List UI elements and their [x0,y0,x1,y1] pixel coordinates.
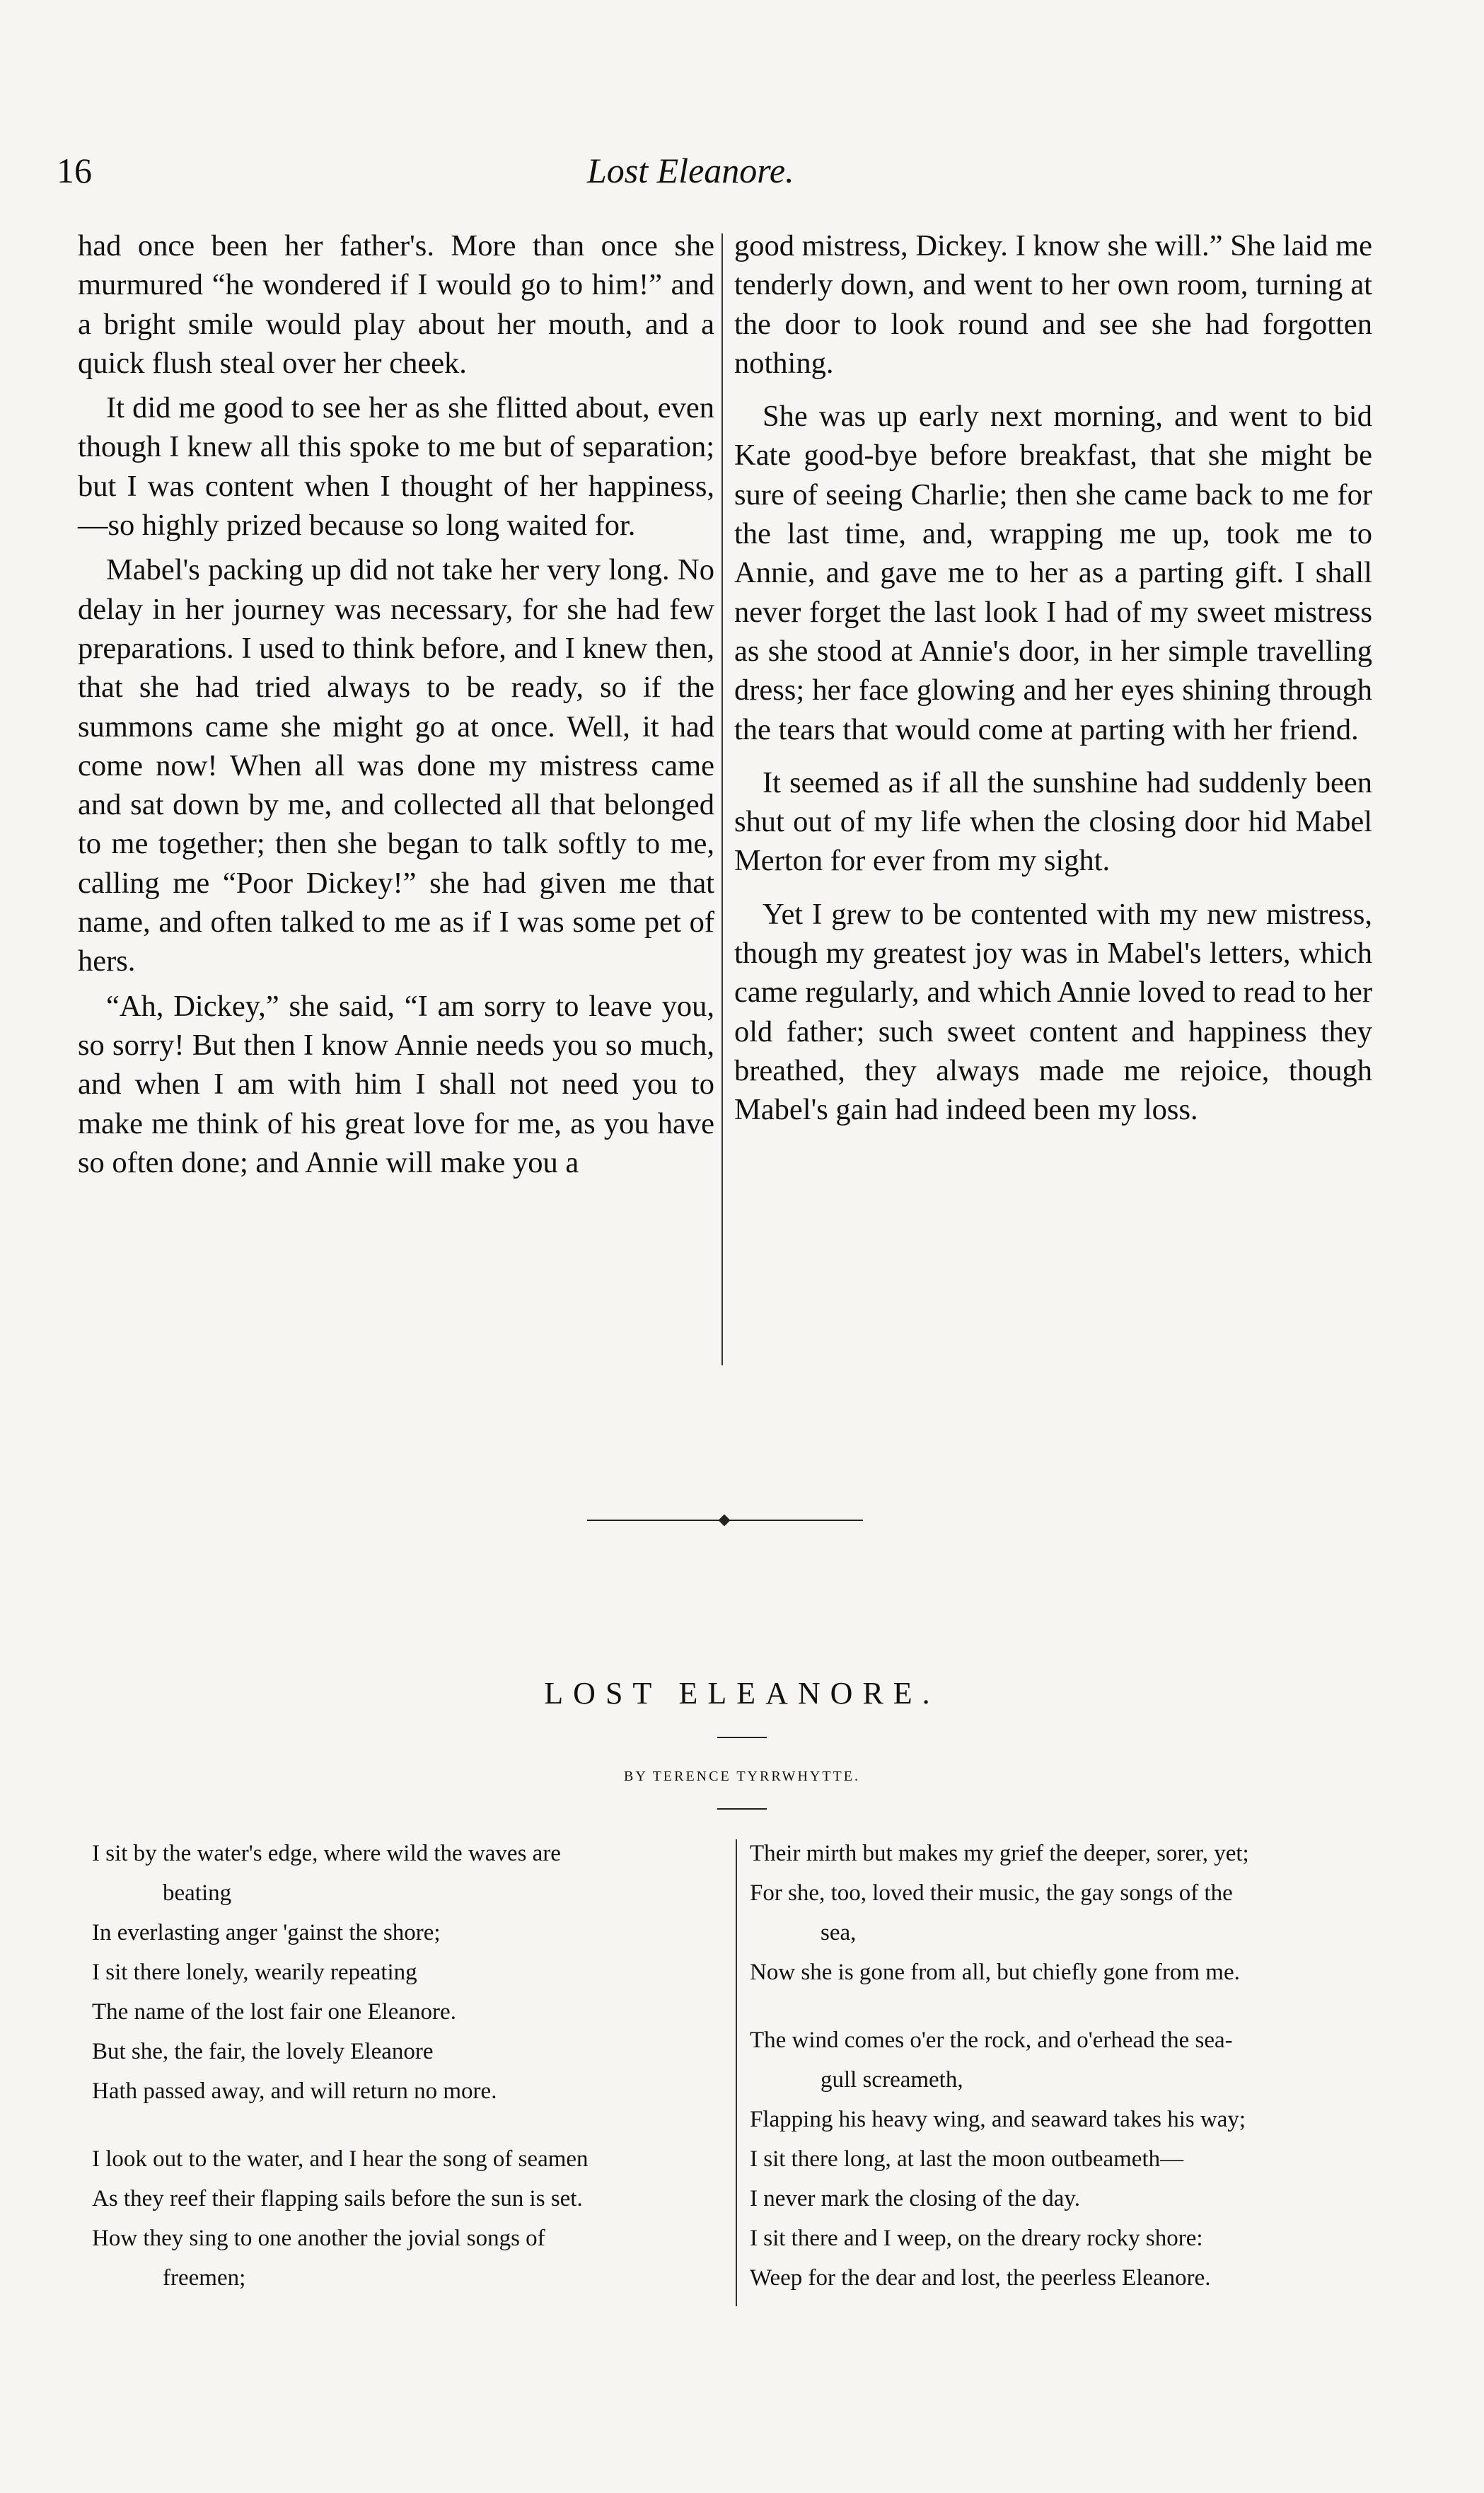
byline-rule [717,1808,767,1810]
left-text-column [78,226,714,1182]
poem-line: The wind comes o'er the rock, and o'erhead the sea- [750,2028,1233,2053]
poem-line: I sit there long, at last the moon outbeameth— [750,2146,1184,2172]
poem-column-divider [736,1839,737,2306]
poem-line: The name of the lost fair one Eleanore. [92,1999,456,2025]
diamond-icon [719,1515,731,1527]
poem-line: In everlasting anger 'gainst the shore; [92,1920,441,1945]
poem-line: As they reef their flapping sails before the sun is set. [92,2186,583,2211]
paragraph: It did me good to see her as she flitted about, even though I knew all this spoke to me but of separation; but I was content when I thought of her happiness,—so highly prized because so long waited for. [78,391,714,543]
poem-line: sea, [821,1920,857,1945]
poem-line: How they sing to one another the jovial songs of [92,2226,545,2251]
poem-line: Weep for the dear and lost, the peerless Eleanore. [750,2265,1211,2291]
poem-line: Now she is gone from all, but chiefly gone from me. [750,1960,1240,1985]
poem-line: freemen; [163,2265,246,2291]
column-divider [721,233,723,1365]
paragraph: had once been her father's. More than once she murmured “he wondered if I would go to him!” and a bright smile would play about her mouth, and a quick flush steal over her cheek. [78,229,714,380]
poem-line: I sit there lonely, wearily repeating [92,1960,417,1985]
right-text-column [734,226,1372,1130]
paragraph: She was up early next morning, and went to bid Kate good-bye before breakfast, that she might be sure of seeing Charlie; then she came back to me for the last time, and, wrapping me up, took me to Annie, and gave me to her as a parting gift. I shall never forget the last look I had of my sweet mistress as she stood at Annie's door, in her simple travelling dress; her face glowing and her eyes shining through the tears that would come at parting with her friend. [734,400,1372,746]
paragraph: Yet I grew to be contented with my new mistress, though my greatest joy was in Mabel's letters, which came regularly, and which Annie loved to read to her old father; such sweet content and happiness they breathed, they always made me rejoice, though Mabel's gain had indeed been my loss. [734,897,1372,1127]
paragraph: It seemed as if all the sunshine had suddenly been shut out of my life when the closing door hid Mabel Merton for ever from my sight. [734,765,1372,878]
poem-line: Flapping his heavy wing, and seaward takes his way; [750,2107,1246,2132]
poem-line: But she, the fair, the lovely Eleanore [92,2039,434,2064]
section-ornament [587,1517,863,1523]
poem-line: For she, too, loved their music, the gay songs of the [750,1880,1233,1906]
poem-byline: BY TERENCE TYRRWHYTTE. [624,1769,860,1784]
poem-title: LOST ELEANORE. [544,1676,940,1711]
paragraph: “Ah, Dickey,” she said, “I am sorry to leave you, so sorry! But then I know Annie needs you so much, and when I am with him I shall not need you to make me think of his great love for me, as you have so often done; and Annie will make you a [78,989,714,1179]
title-rule [717,1737,767,1738]
poem-line: I sit there and I weep, on the dreary rocky shore: [750,2226,1203,2251]
poem-right-column [750,1834,1386,2298]
poem-left-column [92,1834,729,2298]
poem-line: I look out to the water, and I hear the song of seamen [92,2146,589,2172]
page-number: 16 [57,151,92,190]
page-header [0,150,1484,207]
poem-line: beating [163,1880,232,1906]
paragraph: good mistress, Dickey. I know she will.” She laid me tenderly down, and went to her own room, turning at the door to look round and see she had forgotten nothing. [734,229,1372,380]
poem-line: Hath passed away, and will return no more. [92,2078,497,2104]
running-title: Lost Eleanore. [587,151,794,190]
paragraph: Mabel's packing up did not take her very long. No delay in her journey was necessary, for she had few preparations. I used to think before, and I knew then, that she had tried always to be ready, so if the summons came she might go at once. Well, it had come now! When all was done my mistress came and sat down by me, and collected all that belonged to me together; then she began to talk softly to me, calling me “Poor Dickey!” she had given me that name, and often talked to me as if I was some pet of hers. [78,553,714,978]
poem-line: I never mark the closing of the day. [750,2186,1081,2211]
poem-line: I sit by the water's edge, where wild the waves are [92,1841,561,1866]
poem-line: Their mirth but makes my grief the deeper, sorer, yet; [750,1841,1249,1866]
poem-line: gull screameth, [821,2067,963,2093]
